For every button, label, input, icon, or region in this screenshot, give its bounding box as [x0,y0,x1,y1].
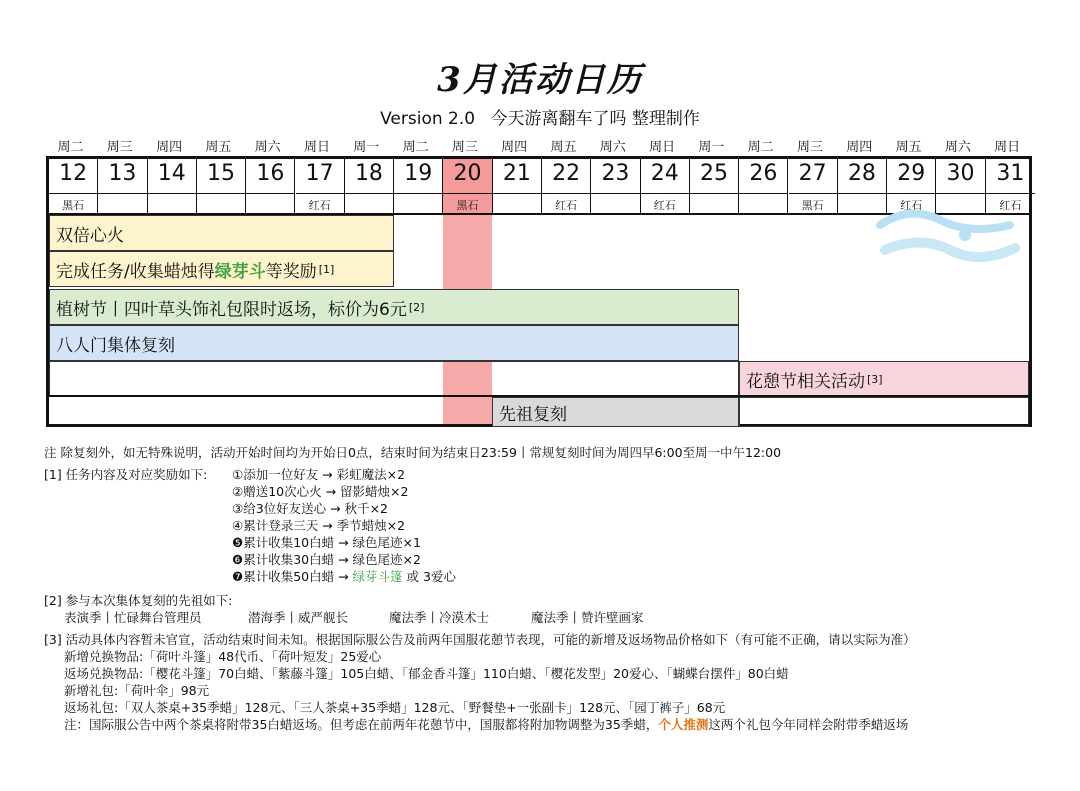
final-note-highlight: 个人推测 [658,717,709,732]
date-divider [394,193,442,194]
final-note-prefix: 注：国际服公告中两个茶桌将附带35白蜡返场。但考虑在前两年花憩节中，国服都将附加物调整为35季蜡， [64,717,659,732]
weekday-label: 周二 [402,140,429,155]
event-tree-festival [49,289,739,325]
date-number: 28 [847,161,876,186]
ancestor-list [64,609,644,626]
date-number: 14 [157,161,186,186]
event-ancestor-rerun [492,397,739,427]
weekday-label: 周日 [303,140,330,155]
subtitle [0,104,1080,129]
date-number: 22 [552,161,581,186]
event-task-rewards [49,251,394,287]
event-eight-door [49,325,739,361]
ancestor-item: 表演季丨忙碌舞台管理员 [64,610,202,625]
event-task-ref: [1] [318,262,335,276]
weekday-label: 周四 [846,140,873,155]
date-cell [591,159,640,213]
weekday-label: 周五 [550,140,577,155]
date-divider [246,193,294,194]
weekday-label: 周一 [698,140,725,155]
task-item: ❻累计收集30白蜡 → 绿色尾迹×2 [232,552,421,567]
final-note-suffix: 这两个礼包今年同样会附带季蜡返场 [708,717,909,732]
final-note [64,716,908,733]
event-double-candle [49,215,394,251]
event-eight-door-label: 八人门集体复刻 [56,335,175,356]
event-double-candle-label: 双倍心火 [56,225,124,246]
event-flower-festival-label: 花憩节相关活动 [746,371,865,392]
weekday-label: 周日 [649,140,676,155]
date-number: 19 [404,161,433,186]
date-divider [887,193,935,194]
date-cell [739,159,788,213]
credit-label: 今天游离翻车了吗 整理制作 [490,109,700,129]
date-number: 30 [946,161,975,186]
version-label: Version 2.0 [380,109,476,129]
event-ancestor-rerun-label: 先祖复刻 [499,404,567,425]
date-cell [493,159,542,213]
ancestor-heading: [2] 参与本次集体复刻的先祖如下: [44,593,233,608]
task-item: ②赠送10次心火 → 留影蜡烛×2 [232,484,409,499]
watermark-logo [870,200,1020,270]
date-number: 25 [700,161,729,186]
event-task-highlight: 绿芽斗 [214,261,266,282]
date-number: 13 [108,161,137,186]
date-cell [49,159,98,213]
date-cell [246,159,295,213]
date-divider [690,193,738,194]
stone-note: 红石 [900,199,923,212]
date-divider [493,193,541,194]
task-item: ❺累计收集10白蜡 → 绿色尾迹×1 [232,535,421,550]
weekday-label: 周三 [796,140,823,155]
event-ancestor-empty [739,397,1029,427]
weekday-label: 周六 [254,140,281,155]
event-blank-row [49,361,739,397]
date-number: 20 [453,161,482,186]
ancestor-item: 潜海季丨威严舰长 [248,610,349,625]
date-cell [296,159,345,213]
weekday-label: 周三 [451,140,478,155]
task-item: ①添加一位好友 → 彩虹魔法×2 [232,467,406,482]
date-divider [739,193,787,194]
date-cell [394,159,443,213]
stone-note: 黑石 [801,199,824,212]
date-divider [49,193,97,194]
task-item: ③给3位好友送心 → 秋千×2 [232,501,389,516]
stone-note: 黑石 [456,199,479,212]
date-cell [641,159,690,213]
date-divider [936,193,984,194]
flower-heading: [3] 活动具体内容暂未官宣，活动结束时间未知。根据国际服公告及前两年国服花憩节表现，可能的新增及返场物品价格如下（有可能不正确，请以实际为准） [44,632,916,647]
date-divider [789,193,837,194]
date-divider [542,193,590,194]
date-cell [148,159,197,213]
task-heading: [1] 任务内容及对应奖励如下: [44,467,208,482]
date-number: 18 [354,161,383,186]
date-number: 27 [798,161,827,186]
flower-line: 返场礼包:「双人茶桌+35季蜡」128元、「三人茶桌+35季蜡」128元、「野餐垫+一张副卡」128元、「园丁裤子」68元 [64,700,726,715]
date-divider [148,193,196,194]
date-number: 26 [749,161,778,186]
weekday-label: 周日 [994,140,1021,155]
date-cell [542,159,591,213]
date-divider [986,193,1035,194]
date-divider [838,193,886,194]
general-note: 注 除复刻外，如无特殊说明，活动开始时间均为开始日0点，结束时间为结束日23:59丨常规复刻时间为周四早6:00至周一中午12:00 [44,445,782,460]
date-divider [345,193,393,194]
date-cell [789,159,838,213]
date-number: 31 [996,161,1025,186]
date-divider [296,193,344,194]
event-task-suffix: 等奖励 [265,261,317,282]
event-tree-ref: [2] [408,300,425,314]
weekday-label: 周四 [501,140,528,155]
date-divider [591,193,639,194]
weekday-label: 周三 [106,140,133,155]
weekday-label: 周五 [205,140,232,155]
date-divider [98,193,146,194]
stone-note: 红石 [653,199,676,212]
date-number: 12 [59,161,88,186]
task7-suffix: 或 3爱心 [402,569,456,584]
date-number: 29 [897,161,926,186]
weekday-label: 周五 [895,140,922,155]
date-cell [345,159,394,213]
date-divider [443,193,491,194]
date-cell [98,159,147,213]
stone-note: 黑石 [62,199,85,212]
ancestor-item: 魔法季丨赞许壁画家 [531,610,644,625]
weekday-label: 周二 [57,140,84,155]
weekday-label: 周六 [944,140,971,155]
event-tree-festival-label: 植树节丨四叶草头饰礼包限时返场，标价为6元 [56,299,407,320]
date-divider [197,193,245,194]
weekday-label: 周二 [747,140,774,155]
event-task-prefix: 完成任务/收集蜡烛得 [56,261,215,282]
stone-note: 红石 [999,199,1022,212]
task7-highlight: 绿芽斗篷 [352,569,403,584]
calendar-grid [46,156,1032,427]
event-flower-festival [739,361,1029,397]
date-divider [641,193,689,194]
bottom-row-divider [49,395,1029,397]
task-list [232,466,421,568]
weekday-label: 周四 [156,140,183,155]
task-item-7 [232,568,456,585]
stone-note: 红石 [308,199,331,212]
date-cell [690,159,739,213]
date-number: 15 [207,161,236,186]
date-number: 23 [601,161,630,186]
weekday-label: 周六 [599,140,626,155]
flower-line: 新增兑换物品:「荷叶斗篷」48代币、「荷叶短发」25爱心 [64,649,382,664]
date-cell [197,159,246,213]
date-cell [443,159,492,213]
task7-prefix: ❼累计收集50白蜡 → [232,569,353,584]
ancestor-item: 魔法季丨冷漠术士 [389,610,490,625]
flower-line: 返场兑换物品:「樱花斗篷」70白蜡、「紫藤斗篷」105白蜡、「郁金香斗篷」110白蜡、「樱花发型」20爱心、「蝴蝶台摆件」80白蜡 [64,666,789,681]
flower-line: 新增礼包:「荷叶伞」98元 [64,683,210,698]
date-number: 24 [650,161,679,186]
date-number: 16 [256,161,285,186]
event-flower-ref: [3] [867,372,883,386]
date-number: 21 [502,161,531,186]
weekday-label: 周一 [353,140,380,155]
stone-note: 红石 [555,199,578,212]
task-item: ④累计登录三天 → 季节蜡烛×2 [232,518,406,533]
date-number: 17 [305,161,334,186]
page-title: 3月活动日历 [437,60,643,100]
